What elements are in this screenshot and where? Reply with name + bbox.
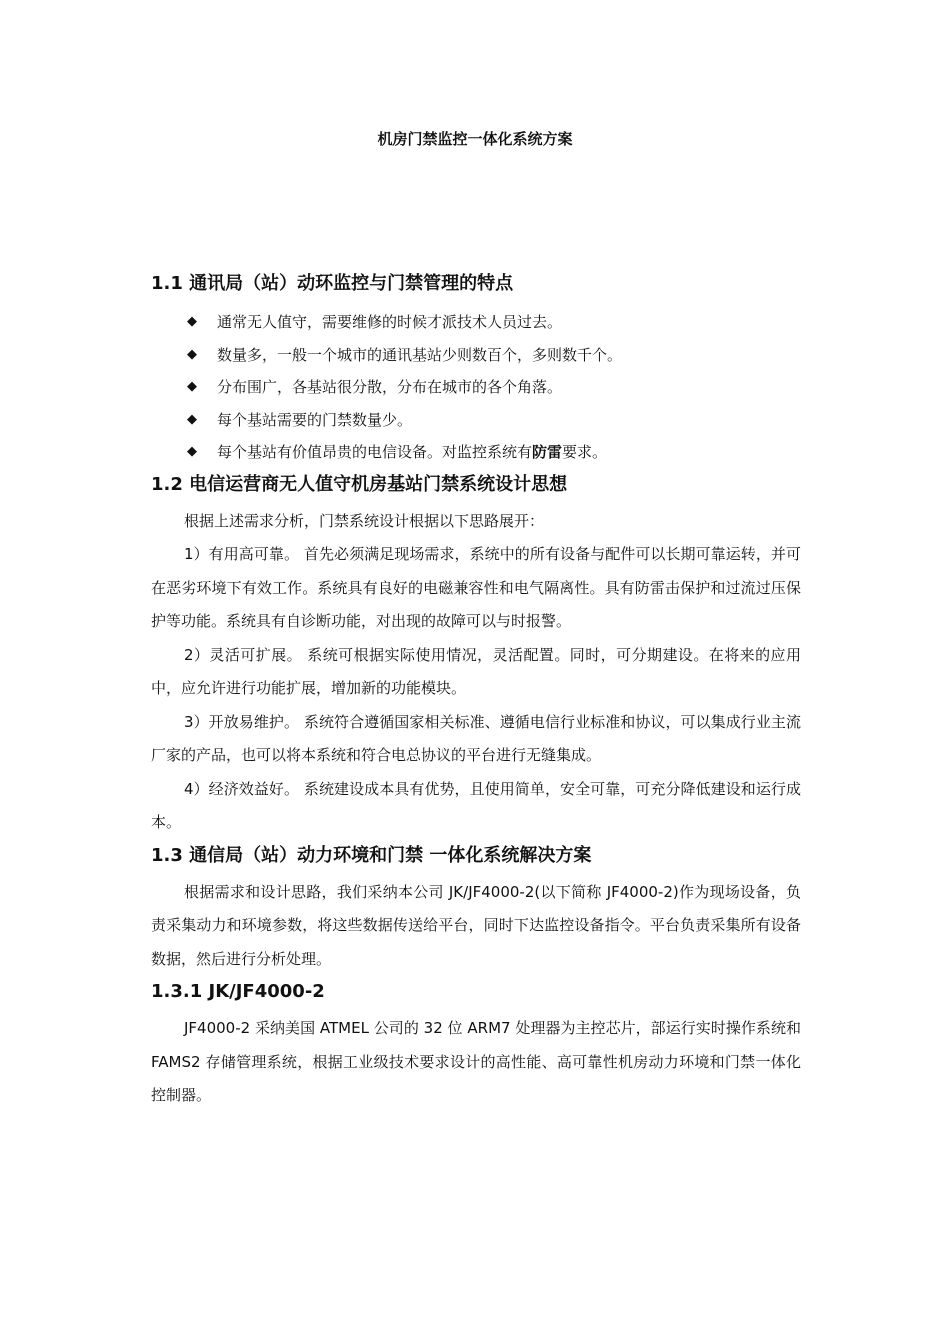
list-item-text: 每个基站需要的门禁数量少。: [217, 410, 413, 429]
paragraph: 根据需求和设计思路，我们采纳本公司 JK/JF4000-2(以下简称 JF4000-2)作为现场设备，负责采集动力和环境参数，将这些数据传送给平台，同时下达监控设备指令。平台负责采集所有设备数据，然后进行分析处理。: [151, 882, 801, 968]
list-item: [151, 339, 801, 372]
list-item-text: 分布围广，各基站很分散，分布在城市的各个角落。: [217, 378, 563, 396]
section-heading-1-2: 1.2 电信运营商无人值守机房基站门禁系统设计思想: [151, 473, 568, 495]
paragraph: 3）开放易维护。 系统符合遵循国家相关标准、遵循电信行业标准和协议，可以集成行业主流厂家的产品，也可以将本系统和符合电总协议的平台进行无缝集成。: [151, 712, 801, 764]
diamond-bullet-icon: ◆: [187, 444, 197, 459]
list-item: [151, 436, 801, 469]
document-body: [151, 268, 801, 1113]
text-run: 每个基站有价值昂贵的电信设备。对监控系统有: [217, 443, 533, 461]
diamond-bullet-icon: ◆: [187, 346, 197, 362]
list-item-text: 通常无人值守，需要维修的时候才派技术人员过去。: [217, 313, 563, 331]
text-run: 要求。: [562, 443, 608, 461]
list-item: [151, 371, 801, 404]
diamond-bullet-icon: ◆: [187, 314, 197, 329]
section-heading-1-1: 1.1 通讯局（站）动环监控与门禁管理的特点: [151, 273, 514, 294]
feature-list: [151, 306, 801, 469]
section-heading-1-3: 1.3 通信局（站）动力环境和门禁 一体化系统解决方案: [151, 844, 592, 866]
paragraph: 2）灵活可扩展。 系统可根据实际使用情况，灵活配置。同时，可分期建设。在将来的应用中，应允许进行功能扩展，增加新的功能模块。: [151, 645, 801, 697]
paragraph: 4）经济效益好。 系统建设成本具有优势，且使用简单，安全可靠，可充分降低建设和运行成本。: [151, 779, 801, 831]
section-heading-1-3-1: 1.3.1 JK/JF4000-2: [151, 981, 325, 1002]
list-item-text: 数量多，一般一个城市的通讯基站少则数百个，多则数千个。: [217, 345, 623, 364]
bold-text: 防雷: [532, 443, 563, 461]
paragraph: JF4000-2 采纳美国 ATMEL 公司的 32 位 ARM7 处理器为主控芯片，部运行实时操作系统和 FAMS2 存储管理系统，根据工业级技术要求设计的高性能、高可靠性机房动力环境和门禁一体化控制器。: [151, 1019, 801, 1104]
document-title: 机房门禁监控一体化系统方案: [377, 130, 573, 148]
paragraph: 根据上述需求分析，门禁系统设计根据以下思路展开：: [184, 511, 545, 530]
diamond-bullet-icon: ◆: [187, 379, 197, 394]
list-item: [151, 404, 801, 437]
paragraph: 1）有用高可靠。 首先必须满足现场需求，系统中的所有设备与配件可以长期可靠运转，并可在恶劣环境下有效工作。系统具有良好的电磁兼容性和电气隔离性。具有防雷击保护和过流过压保护等功能。系统具有自诊断功能，对出现的故障可以与时报警。: [151, 545, 801, 630]
list-item: [151, 306, 801, 339]
list-item-text: [217, 443, 607, 461]
diamond-bullet-icon: ◆: [187, 411, 197, 427]
